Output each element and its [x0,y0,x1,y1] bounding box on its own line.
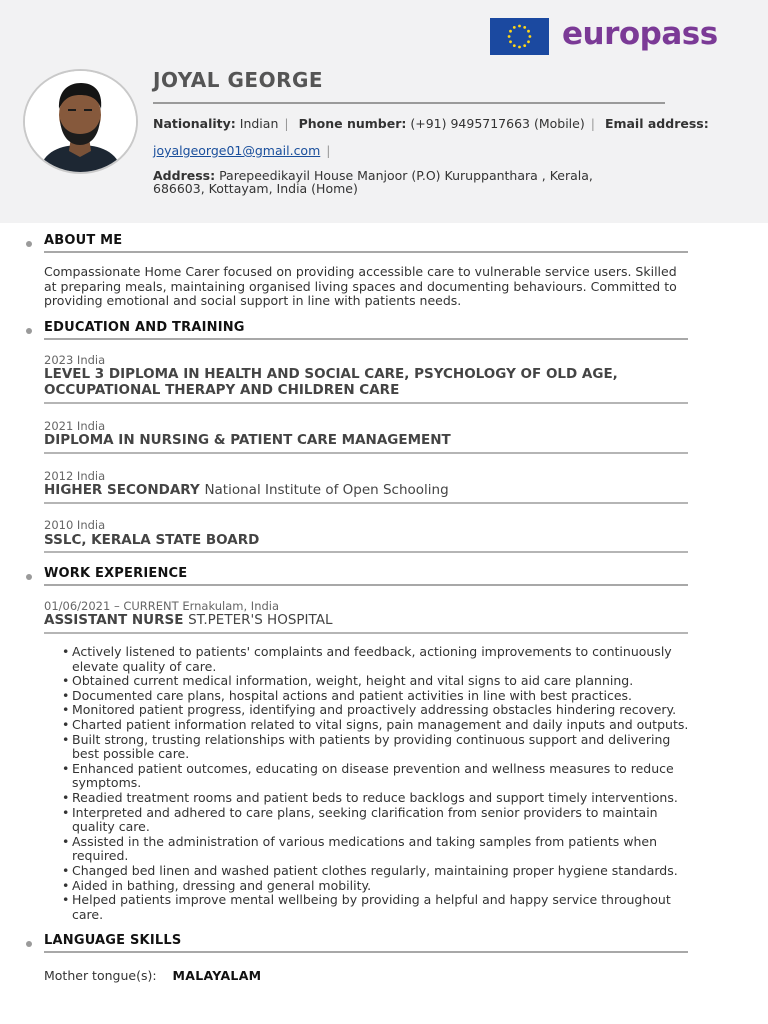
education-title-3 [44,482,694,498]
list-item: • Built strong, trusting relationships with patients by providing continuous support and delivering best possible care. [62,733,692,762]
languages-divider [44,951,688,953]
list-item: • Documented care plans, hospital actions and patient activities in line with best practices. [62,689,692,704]
about-divider [44,251,688,253]
about-text: Compassionate Home Carer focused on providing accessible care to vulnerable service users. Skilled at preparing meals, maintaining organised living spaces and documenting behaviours. Committed to providing emotional and social support in line with patients needs. [44,264,677,308]
languages-title: LANGUAGE SKILLS [44,933,182,948]
work-role [44,612,694,628]
list-item: • Changed bed linen and washed patient clothes regularly, maintaining proper hygiene standards. [62,864,692,879]
nationality-label: Nationality: [153,116,236,131]
education-meta: 2023 India [44,353,106,367]
email-link[interactable]: joyalgeorge01@gmail.com [153,143,321,158]
list-item: • Actively listened to patients' complaints and feedback, actioning improvements to continuously elevate quality of care. [62,645,692,674]
list-item: • Monitored patient progress, identifying and proactively addressing obstacles hindering recovery. [62,703,692,718]
cv-header [0,0,768,223]
list-item: • Enhanced patient outcomes, educating on disease prevention and wellness measures to reduce symptoms. [62,762,692,791]
education-meta: 2012 India [44,469,106,483]
list-item: • Helped patients improve mental wellbeing by providing a helpful and happy service throughout care. [62,893,692,922]
work-divider [44,584,688,586]
address-value: Parepeedikayil House Manjoor (P.O) Kuruppanthara , Kerala, 686603, Kottayam, India (Home) [153,168,593,196]
duties-list [62,645,692,922]
mother-tongue-row [44,968,261,983]
phone-value: (+91) 9495717663 (Mobile) [410,116,585,131]
address-block [153,169,643,195]
entry-divider [44,402,688,404]
list-item: • Assisted in the administration of various medications and taking samples from patients when required. [62,835,692,864]
employer: ST.PETER'S HOSPITAL [188,612,333,628]
nationality-value: Indian [239,116,279,131]
education-meta: 2010 India [44,518,106,532]
section-marker [26,941,32,947]
contact-row: Nationality: Indian | Phone number: (+91) 9495717663 (Mobile) | Email address: [153,116,709,131]
entry-divider [44,452,688,454]
entry-divider [44,551,688,553]
section-marker [26,328,32,334]
europass-logo: europass [562,16,718,52]
email-label: Email address: [604,116,709,131]
address-label: Address: [153,168,216,183]
education-institution: National Institute of Open Schooling [204,482,449,498]
list-item: • Readied treatment rooms and patient beds to reduce backlogs and support timely interventions. [62,791,692,806]
section-marker [26,241,32,247]
education-title-4: SSLC, KERALA STATE BOARD [44,532,260,548]
mother-tongue-label: Mother tongue(s): [44,968,157,983]
phone-label: Phone number: [298,116,407,131]
email-row: joyalgeorge01@gmail.com | [153,143,331,158]
avatar [23,69,138,174]
about-title: ABOUT ME [44,233,123,248]
job-title: ASSISTANT NURSE [44,612,184,628]
person-name: JOYAL GEORGE [153,68,324,92]
entry-divider [44,502,688,504]
name-divider [153,102,665,104]
entry-divider [44,632,688,634]
list-item: • Interpreted and adhered to care plans, seeking clarification from senior providers to maintain quality care. [62,806,692,835]
eu-flag-icon [490,18,549,55]
list-item: • Charted patient information related to vital signs, pain management and daily inputs and outputs. [62,718,692,733]
education-degree: HIGHER SECONDARY [44,482,200,498]
education-title-1: LEVEL 3 DIPLOMA IN HEALTH AND SOCIAL CARE, PSYCHOLOGY OF OLD AGE, OCCUPATIONAL THERAPY AND CHILDREN CARE [44,366,618,398]
list-item: • Obtained current medical information, weight, height and vital signs to aid care planning. [62,674,692,689]
education-title: EDUCATION AND TRAINING [44,320,245,335]
education-meta: 2021 India [44,419,106,433]
education-title-2: DIPLOMA IN NURSING & PATIENT CARE MANAGEMENT [44,432,451,448]
list-item: • Aided in bathing, dressing and general mobility. [62,879,692,894]
education-divider [44,338,688,340]
section-marker [26,574,32,580]
work-meta: 01/06/2021 – CURRENT Ernakulam, India [44,599,280,613]
work-title: WORK EXPERIENCE [44,566,188,581]
mother-tongue-value: MALAYALAM [172,968,262,983]
